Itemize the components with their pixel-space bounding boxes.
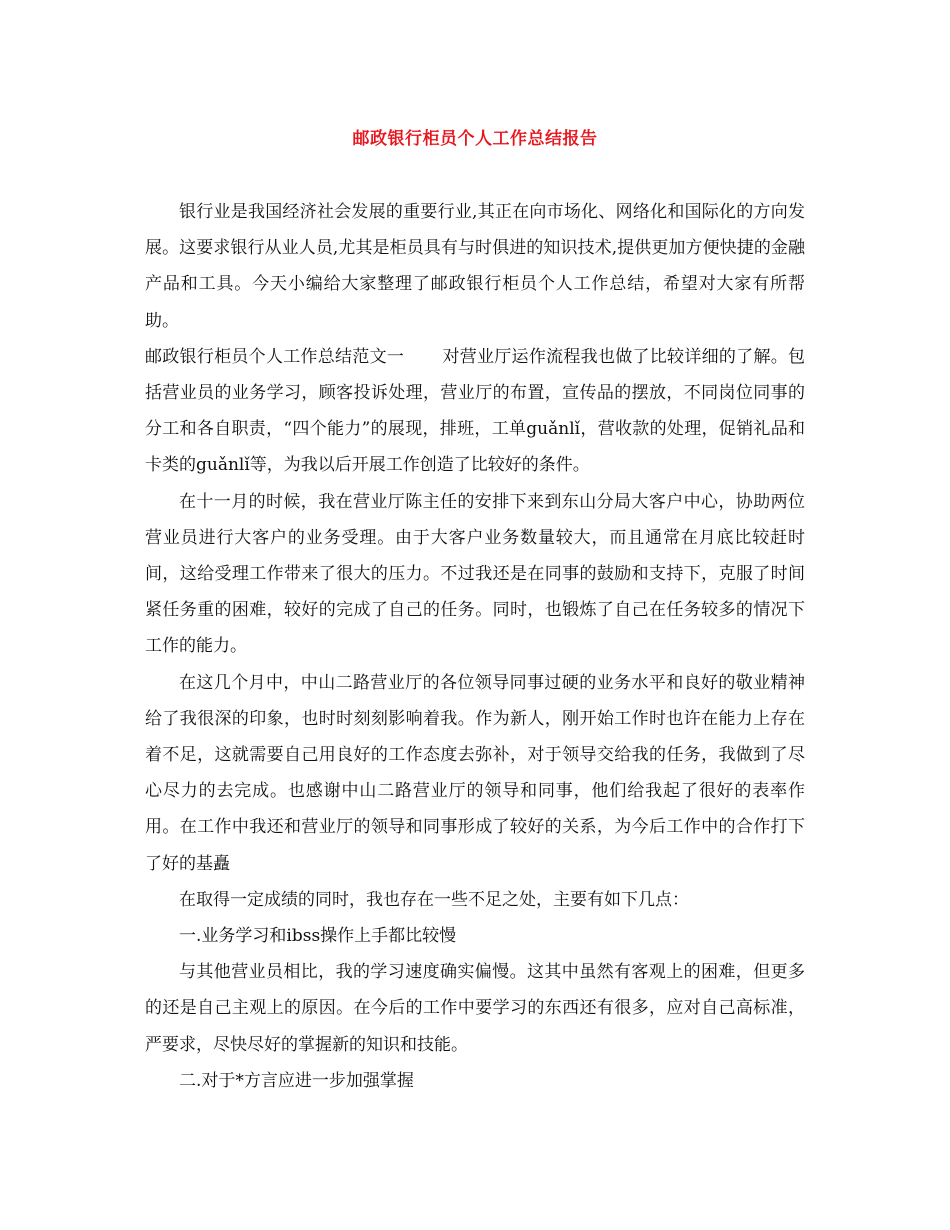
list-item-two-heading: 二.对于*方言应进一步加强掌握	[179, 1070, 414, 1091]
paragraph-learning-speed: 与其他营业员相比，我的学习速度确实偏慢。这其中虽然有客观上的困难，但更多的还是自己主观上的原因。在今后的工作中要学习的东西还有很多，应对自己高标准，严要求，尽快尽好的掌握新的知识和技能。	[145, 962, 805, 1055]
section-text: 对营业厅运作流程我也做了比较详细的了解。包括营业员的业务学习，顾客投诉处理，营业厅的布置，宣传品的摆放，不同岗位同事的分工和各自职责，“四个能力”的展现，排班，工单guǎnlǐ，营收款的处理，促销礼品和卡类的guǎnlǐ等，为我以后开展工作创造了比较好的条件。	[145, 346, 806, 476]
page-title: 邮政银行柜员个人工作总结报告	[352, 129, 598, 149]
paragraph-november: 在十一月的时候，我在营业厅陈主任的安排下来到东山分局大客户中心，协助两位营业员进行大客户的业务受理。由于大客户业务数量较大，而且通常在月底比较赶时间，这给受理工作带来了很大的压力。不过我还是在同事的鼓励和支持下，克服了时间紧任务重的困难，较好的完成了自己的任务。同时，也锻炼了自己在任务较多的情况下工作的能力。	[145, 491, 805, 657]
list-item-one-heading: 一.业务学习和ibss操作上手都比较慢	[179, 926, 457, 947]
paragraph-shortcomings: 在取得一定成绩的同时，我也存在一些不足之处，主要有如下几点：	[179, 889, 689, 910]
section-heading: 邮政银行柜员个人工作总结范文一	[145, 346, 405, 367]
paragraph-months: 在这几个月中，中山二路营业厅的各位领导同事过硬的业务水平和良好的敬业精神给了我很深的印象，也时时刻刻影响着我。作为新人，刚开始工作时也许在能力上存在着不足，这就需要自己用良好的工作态度去弥补，对于领导交给我的任务，我做到了尽心尽力的去完成。也感谢中山二路营业厅的领导和同事，他们给我起了很好的表率作用。在工作中我还和营业厅的领导和同事形成了较好的关系，为今后工作中的合作打下了好的基矗	[145, 672, 805, 874]
section-block	[145, 339, 805, 484]
document-body	[145, 194, 805, 1099]
paragraph-intro: 银行业是我国经济社会发展的重要行业,其正在向市场化、网络化和国际化的方向发展。这要求银行从业人员,尤其是柜员具有与时俱进的知识技术,提供更加方便快捷的金融产品和工具。今天小编给大家整理了邮政银行柜员个人工作总结，希望对大家有所帮助。	[145, 202, 805, 331]
